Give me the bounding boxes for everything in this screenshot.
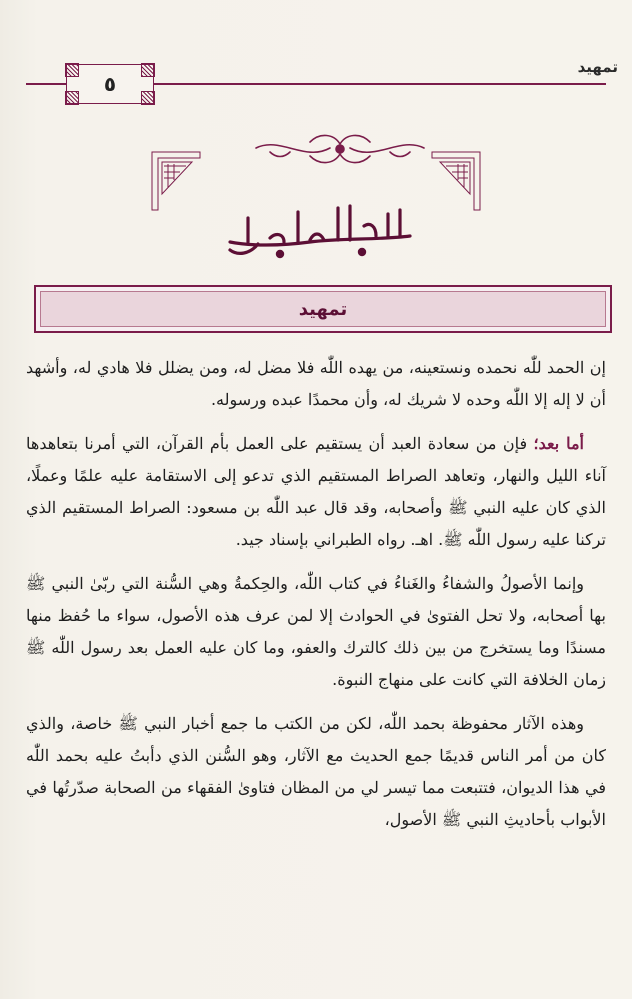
paragraph-3 <box>26 568 606 696</box>
corner-ornament-icon <box>150 150 202 212</box>
page-number-frame <box>66 64 154 104</box>
paragraph-4 <box>26 708 606 836</box>
section-title-box <box>34 285 612 333</box>
paragraph-lead: أما بعد؛ <box>533 434 584 453</box>
paragraph-text: وإنما الأصولُ والشفاءُ والغَناءُ في كتاب اللّٰه، والحِكمةُ وهي السُّنة التي ربّىٰ النبي ﷺ بها أصحابه، ولا تحل الفتوىٰ في الحوادث إلا لمن عرف هذه الأصول، سواء ما حُفظ منها مسندًا وما يستخرج من بين ذلك كالترك والعفو، وما كان عليه العمل بعد رسول اللّٰه ﷺ زمان الخلافة التي كانت على منهاج النبوة. <box>26 574 606 689</box>
body-text <box>26 352 606 848</box>
scroll-ornament-icon <box>250 128 430 170</box>
corner-ornament-icon <box>430 150 482 212</box>
paragraph-2 <box>26 428 606 556</box>
section-title: تمهيد <box>298 298 348 320</box>
corner-ornament-icon <box>141 91 155 105</box>
paragraph-text: إن الحمد للّٰه نحمده ونستعينه، من يهده اللّٰه فلا مضل له، ومن يضلل فلا هادي له، وأشهد أن لا إله إلا اللّٰه وحده لا شريك له، وأن محمدًا عبده ورسوله. <box>26 358 606 409</box>
corner-ornament-icon <box>141 63 155 77</box>
page-number: ٥ <box>103 72 117 96</box>
basmala-calligraphy <box>220 196 420 266</box>
corner-ornament-icon <box>65 63 79 77</box>
corner-ornament-icon <box>65 91 79 105</box>
paragraph-1 <box>26 352 606 416</box>
paragraph-text: وهذه الآثار محفوظة بحمد اللّٰه، لكن من الكتب ما جمع أخبار النبي ﷺ خاصة، والذي كان من أمر الناس قديمًا جمع الحديث مع الآثار، وهو السُّنن الذي دأبتُ عليه بحمد اللّٰه في هذا الديوان، فتتبعت مما تيسر لي من المظان فتاوىٰ الفقهاء من الصحابة صدّرتُها في الأبواب بأحاديثِ النبي ﷺ الأصول، <box>26 714 606 829</box>
running-header-title: تمهيد <box>577 58 618 76</box>
paragraph-text: فإن من سعادة العبد أن يستقيم على العمل بأم القرآن، التي أمرنا بتعاهدها آناء الليل والنهار، وتعاهد الصراط المستقيم الذي تدعو إلى الاستقامة عليه علمًا وعملًا، الذي كان عليه النبي ﷺ وأصحابه، وقد قال عبد اللّٰه بن مسعود: الصراط المستقيم الذي تركنا عليه رسول اللّٰه ﷺ. اهـ. رواه الطبراني بإسناد جيد. <box>26 434 606 549</box>
